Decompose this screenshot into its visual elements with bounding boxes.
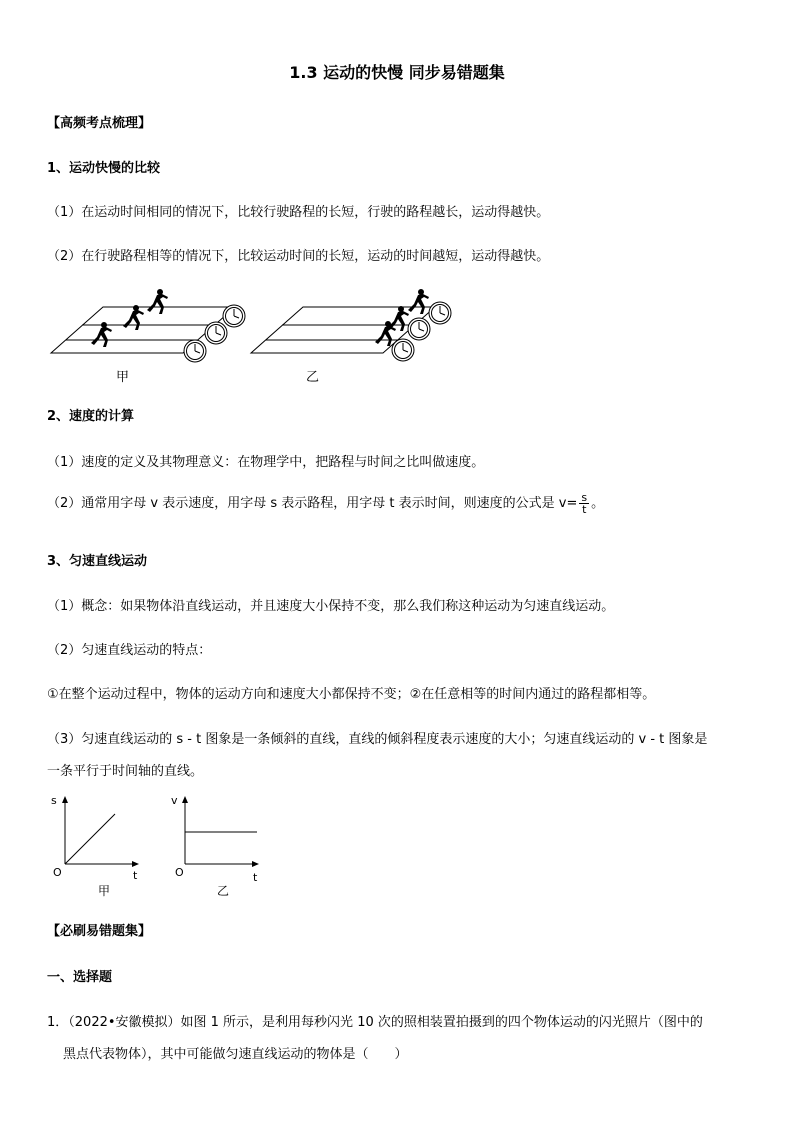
heading-3: 3、匀速直线运动 bbox=[47, 554, 148, 569]
paragraph-4-text: （2）通常用字母 v 表示速度，用字母 s 表示路程，用字母 t 表示时间，则速度的公式是 v= bbox=[47, 496, 578, 511]
v-t-y-label: v bbox=[171, 794, 178, 807]
s-t-line bbox=[65, 814, 115, 864]
s-t-y-label: s bbox=[51, 794, 57, 807]
v-t-graph bbox=[165, 792, 275, 902]
speed-formula-fraction bbox=[579, 492, 589, 515]
page-title: 1.3 运动的快慢 同步易错题集 bbox=[289, 63, 505, 82]
v-t-graph-label: 乙 bbox=[217, 884, 230, 898]
part-1-heading: 一、选择题 bbox=[47, 970, 113, 985]
formula-numerator: s bbox=[581, 491, 588, 504]
paragraph-8-line-1: （3）匀速直线运动的 s - t 图象是一条倾斜的直线，直线的倾斜程度表示速度的大小；匀速直线运动的 v - t 图象是 bbox=[47, 732, 708, 747]
v-t-x-label: t bbox=[253, 871, 258, 884]
paragraph-3: （1）速度的定义及其物理意义：在物理学中，把路程与时间之比叫做速度。 bbox=[47, 455, 485, 470]
section-errors: 【必刷易错题集】 bbox=[47, 924, 152, 939]
paragraph-7: ①在整个运动过程中，物体的运动方向和速度大小都保持不变；②在任意相等的时间内通过的路程都相等。 bbox=[47, 687, 656, 702]
paragraph-4-end: 。 bbox=[591, 496, 605, 511]
question-1-line-1: 1．（2022•安徽模拟）如图 1 所示，是利用每秒闪光 10 次的照相装置拍摄到的四个物体运动的闪光照片（图中的 bbox=[47, 1015, 703, 1030]
v-t-origin: O bbox=[175, 866, 184, 879]
figure-1-label-yi: 乙 bbox=[306, 370, 320, 385]
heading-2: 2、速度的计算 bbox=[47, 409, 135, 424]
s-t-graph-label: 甲 bbox=[98, 884, 111, 898]
formula-denominator: t bbox=[582, 503, 587, 516]
section-keypoints: 【高频考点梳理】 bbox=[47, 116, 152, 131]
question-1-line-2: 黑点代表物体），其中可能做匀速直线运动的物体是（ ） bbox=[63, 1047, 408, 1062]
paragraph-1: （1）在运动时间相同的情况下，比较行驶路程的长短，行驶的路程越长，运动得越快。 bbox=[47, 205, 550, 220]
runners-left bbox=[91, 289, 168, 347]
paragraph-4 bbox=[47, 492, 604, 515]
paragraph-5: （1）概念：如果物体沿直线运动，并且速度大小保持不变，那么我们称这种运动为匀速直线运动。 bbox=[47, 599, 615, 614]
s-t-origin: O bbox=[53, 866, 62, 879]
paragraph-2: （2）在行驶路程相等的情况下，比较运动时间的长短，运动的时间越短，运动得越快。 bbox=[47, 249, 550, 264]
s-t-x-label: t bbox=[133, 869, 138, 882]
clocks-left bbox=[184, 305, 245, 362]
runners-figure bbox=[45, 285, 465, 390]
paragraph-6: （2）匀速直线运动的特点： bbox=[47, 643, 212, 658]
paragraph-8-line-2: 一条平行于时间轴的直线。 bbox=[47, 764, 204, 779]
figure-1-label-jia: 甲 bbox=[116, 370, 130, 385]
heading-1: 1、运动快慢的比较 bbox=[47, 161, 161, 176]
s-t-graph bbox=[45, 792, 155, 902]
